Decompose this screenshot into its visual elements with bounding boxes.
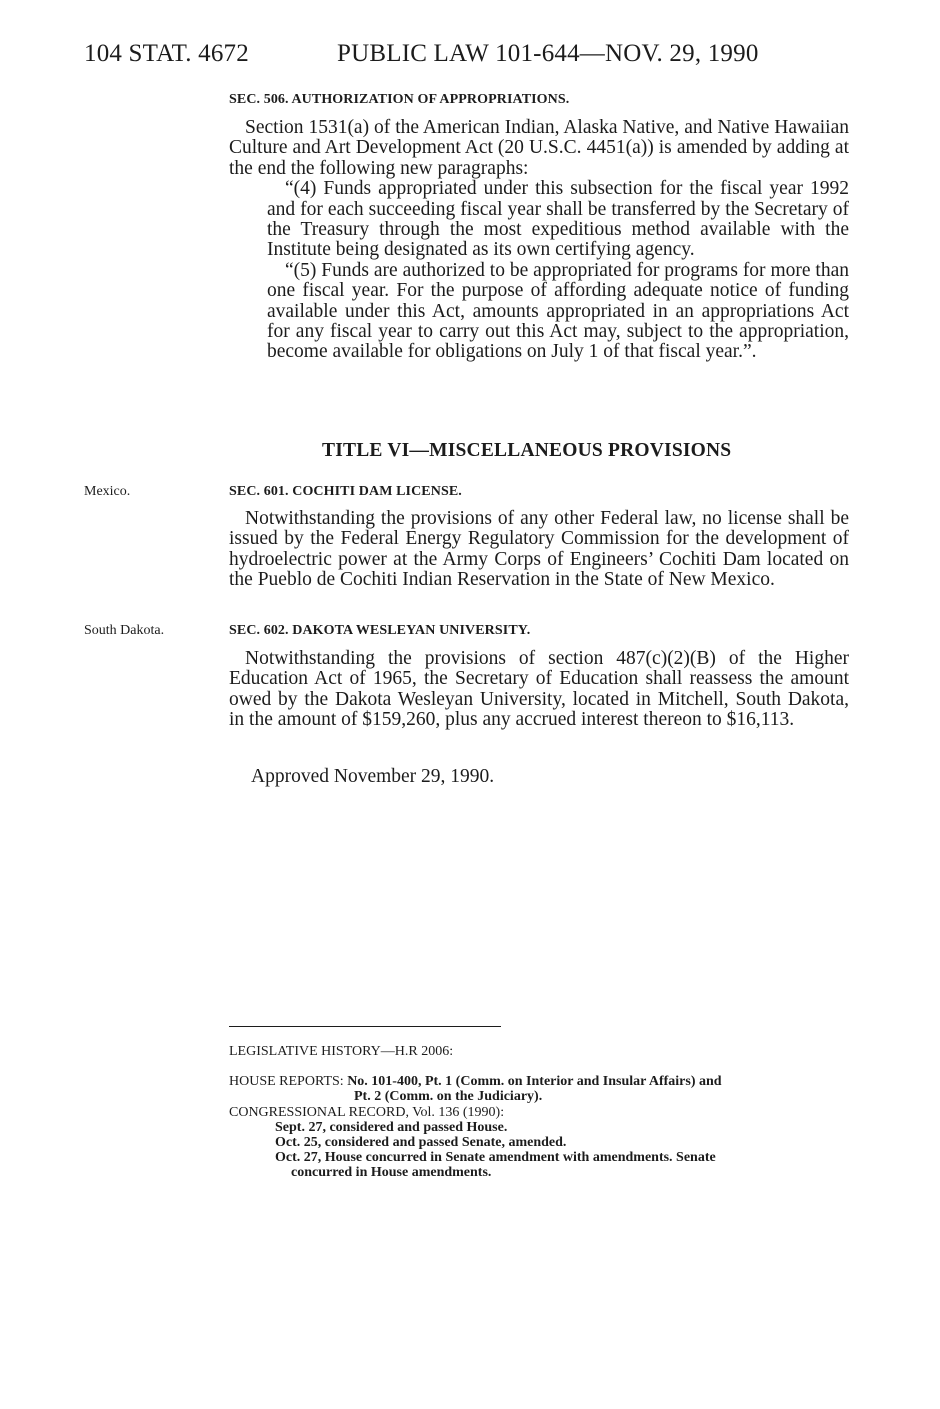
sec-601-text: Notwithstanding the provisions of any other Federal law, no license shall be issued by the Federal Energy Regulatory Commission for the development of hydroelectric power at the Army Corps of Engineers’ Cochiti Dam located on the Pueblo de Cochiti Indian Reservation in the State of New Mexico. [229, 508, 849, 591]
sec-506-heading: SEC. 506. AUTHORIZATION OF APPROPRIATIONS. [229, 92, 570, 107]
margin-note-mexico: Mexico. [84, 484, 131, 499]
law-title: PUBLIC LAW 101-644—NOV. 29, 1990 [337, 40, 759, 67]
legislative-history-rule [229, 1026, 501, 1027]
house-reports-detail-1: No. 101-400, Pt. 1 (Comm. on Interior and Insular Affairs) and [347, 1074, 722, 1090]
house-reports-label: HOUSE REPORTS: [229, 1074, 344, 1090]
legislative-history-heading: LEGISLATIVE HISTORY—H.R 2006: [229, 1044, 454, 1059]
page-header [84, 40, 784, 76]
record-entry: concurred in House amendments. [291, 1165, 492, 1181]
sec-506-para-5: “(5) Funds are authorized to be appropriated for programs for more than one fiscal year. For the purpose of affording adequate notice of funding available under this Act, amounts appropriated in an appropriations Act for any fiscal year to carry out this Act may, subject to the appropriation, become available for obligations on July 1 of that fiscal year.”. [267, 259, 849, 363]
sec-601-heading: SEC. 601. COCHITI DAM LICENSE. [229, 484, 462, 499]
title-vi-heading: TITLE VI—MISCELLANEOUS PROVISIONS [322, 440, 732, 461]
congressional-record-label: CONGRESSIONAL RECORD, Vol. 136 (1990): [229, 1104, 505, 1120]
sec-601-body [229, 509, 849, 591]
record-entry: Oct. 27, House concurred in Senate amendment with amendments. Senate [275, 1150, 716, 1166]
sec-506-intro: Section 1531(a) of the American Indian, Alaska Native, and Native Hawaiian Culture and Art Development Act (20 U.S.C. 4451(a)) is amended by adding at the end the following new paragraphs: [229, 117, 849, 179]
house-reports-line-1 [229, 1074, 859, 1089]
record-entry: Sept. 27, considered and passed House. [275, 1119, 508, 1135]
margin-note-south-dakota: South Dakota. [84, 623, 165, 638]
legislative-history [229, 1044, 859, 1181]
sec-506-quoted-paragraphs [229, 179, 849, 363]
sec-602-body [229, 649, 849, 731]
approval-date: Approved November 29, 1990. [251, 766, 495, 787]
stat-page-number: 104 STAT. 4672 [84, 40, 249, 67]
sec-602-text: Notwithstanding the provisions of section 487(c)(2)(B) of the Higher Education Act of 1965, the Secretary of Education shall reassess the amount owed by the Dakota Wesleyan University, located in Mitchell, South Dakota, in the amount of $159,260, plus any accrued interest thereon to $16,113. [229, 648, 849, 731]
sec-506-para-4: “(4) Funds appropriated under this subsection for the fiscal year 1992 and for each succeeding fiscal year shall be transferred by the Secretary of the Treasury through the most expeditious method available with the Institute being designated as its own certifying agency. [267, 178, 849, 261]
house-reports-detail-2: Pt. 2 (Comm. on the Judiciary). [354, 1089, 543, 1105]
sec-506-body [229, 118, 849, 363]
sec-602-heading: SEC. 602. DAKOTA WESLEYAN UNIVERSITY. [229, 623, 531, 638]
record-entry: Oct. 25, considered and passed Senate, amended. [275, 1135, 567, 1151]
